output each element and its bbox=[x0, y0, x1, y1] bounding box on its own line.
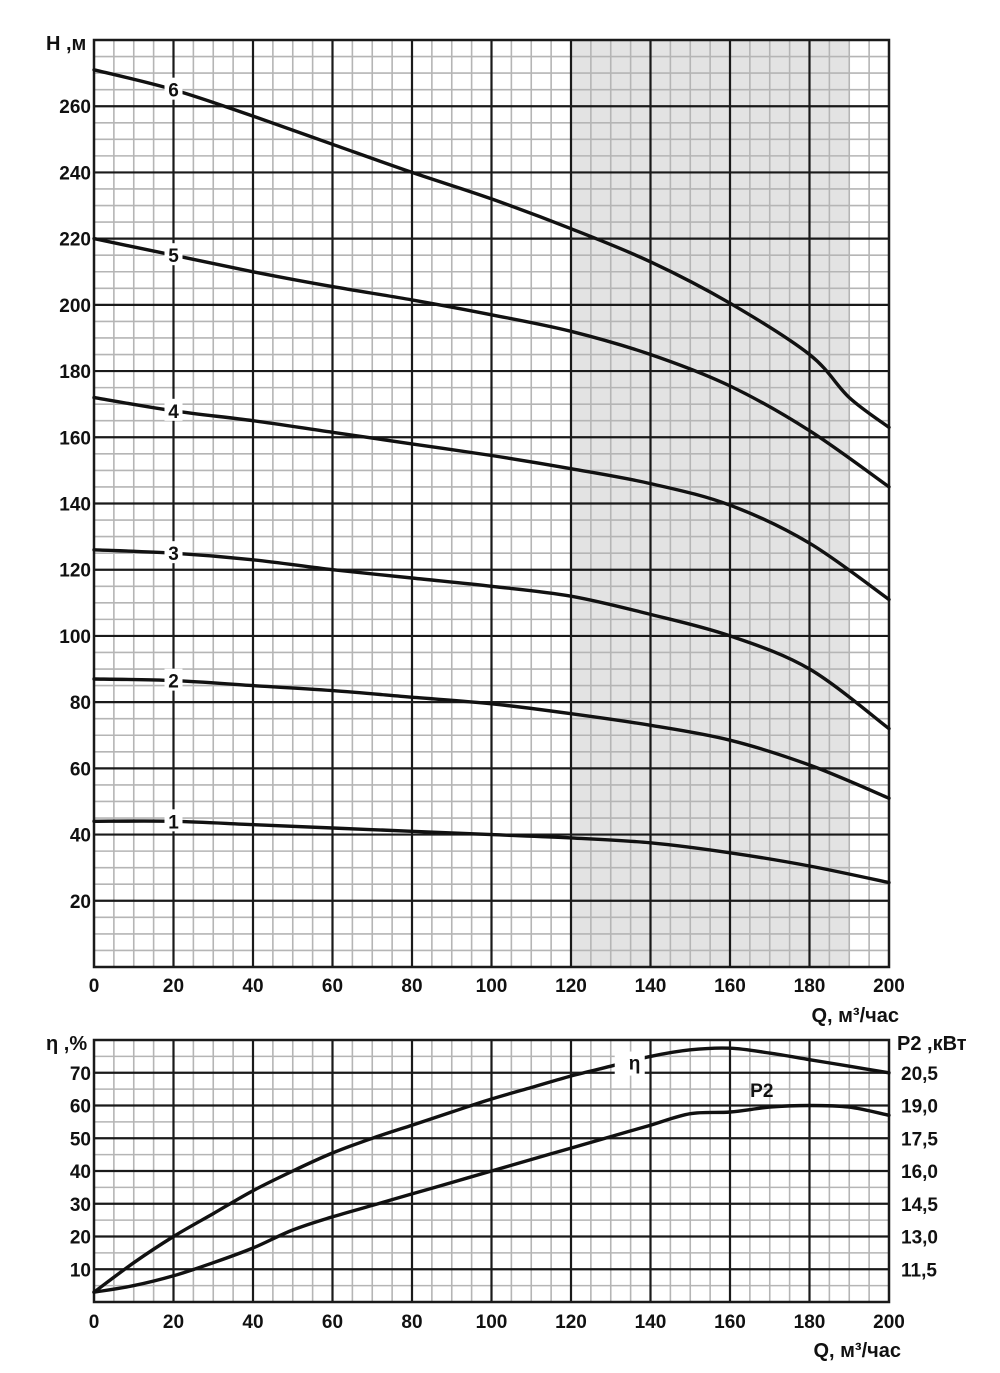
y-tick-label: 60 bbox=[69, 759, 91, 781]
y2-tick-label: 13,0 bbox=[901, 1227, 938, 1249]
curve-label-p2: P2 bbox=[750, 1080, 774, 1102]
x-tick-label: 80 bbox=[401, 976, 423, 997]
x-tick-label: 0 bbox=[88, 976, 100, 997]
x-tick-label: 40 bbox=[242, 1312, 264, 1333]
curve-label-4: 4 bbox=[168, 401, 179, 423]
y-tick-label: 40 bbox=[69, 1162, 91, 1183]
y-tick-label: 220 bbox=[59, 229, 91, 251]
curve-label-3: 3 bbox=[168, 544, 179, 566]
x-tick-label: 180 bbox=[793, 1312, 826, 1333]
x-tick-label: 20 bbox=[162, 1312, 185, 1333]
x-tick-label: 160 bbox=[714, 976, 746, 997]
curve-label-5: 5 bbox=[168, 246, 179, 268]
y2-tick-label: 14,5 bbox=[901, 1194, 938, 1216]
y-tick-label: 20 bbox=[69, 891, 91, 913]
x-tick-label: 60 bbox=[321, 1312, 344, 1333]
x-tick-label: 60 bbox=[321, 976, 344, 997]
y-tick-label: 100 bbox=[59, 626, 91, 648]
y2-axis-title: P2 ,кВт bbox=[897, 1033, 967, 1055]
y-tick-label: 240 bbox=[59, 163, 91, 185]
y-tick-label: 160 bbox=[59, 428, 91, 450]
x-axis-title: Q, м³/час bbox=[811, 1005, 899, 1027]
y-tick-label: 140 bbox=[59, 494, 91, 516]
x-tick-label: 20 bbox=[162, 976, 185, 997]
x-axis-title: Q, м³/час bbox=[813, 1340, 901, 1362]
x-tick-label: 200 bbox=[873, 1312, 905, 1333]
y-tick-label: 260 bbox=[59, 97, 91, 119]
x-tick-label: 100 bbox=[475, 1312, 508, 1333]
y-tick-label: 30 bbox=[69, 1194, 91, 1216]
y-tick-label: 80 bbox=[69, 693, 91, 715]
x-tick-label: 80 bbox=[401, 1312, 423, 1333]
y-axis-title: H ,м bbox=[46, 33, 87, 55]
y2-tick-label: 16,0 bbox=[901, 1162, 938, 1183]
y2-tick-label: 17,5 bbox=[901, 1129, 938, 1151]
y-tick-label: 50 bbox=[69, 1129, 91, 1151]
curve-label-2: 2 bbox=[168, 671, 179, 693]
y-tick-label: 40 bbox=[69, 825, 91, 847]
y-axis-title: η ,% bbox=[46, 1033, 88, 1055]
y-tick-label: 10 bbox=[69, 1260, 91, 1282]
y2-tick-label: 11,5 bbox=[901, 1260, 937, 1282]
x-tick-label: 180 bbox=[793, 976, 826, 997]
x-tick-label: 120 bbox=[555, 1312, 587, 1333]
x-tick-label: 160 bbox=[714, 1312, 746, 1333]
curve-label-6: 6 bbox=[168, 80, 179, 102]
y2-tick-label: 20,5 bbox=[901, 1063, 938, 1085]
y-tick-label: 70 bbox=[69, 1063, 91, 1085]
x-tick-label: 200 bbox=[873, 976, 905, 997]
x-tick-label: 40 bbox=[242, 976, 264, 997]
y-tick-label: 20 bbox=[69, 1227, 91, 1249]
y-tick-label: 120 bbox=[59, 560, 91, 582]
y2-tick-label: 19,0 bbox=[901, 1096, 938, 1118]
x-tick-label: 140 bbox=[634, 1312, 667, 1333]
x-tick-label: 100 bbox=[475, 976, 508, 997]
y-tick-label: 180 bbox=[59, 362, 91, 384]
x-tick-label: 140 bbox=[634, 976, 667, 997]
y-tick-label: 200 bbox=[59, 295, 91, 317]
curve-label-1: 1 bbox=[168, 812, 179, 834]
curve-label-eta: η bbox=[628, 1053, 641, 1075]
x-tick-label: 120 bbox=[555, 976, 587, 997]
y-tick-label: 60 bbox=[69, 1096, 91, 1118]
x-tick-label: 0 bbox=[88, 1312, 100, 1333]
